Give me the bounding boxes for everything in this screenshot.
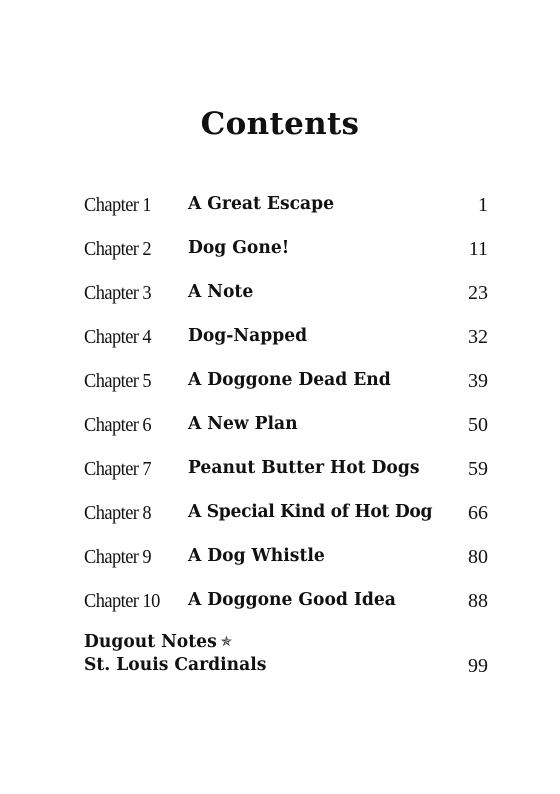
page-number: 80 — [468, 546, 488, 568]
page-number: 11 — [468, 238, 488, 260]
page-title: Contents — [200, 106, 360, 142]
page-number: 32 — [468, 326, 488, 348]
chapter-title: A Doggone Good Idea — [188, 590, 396, 610]
page-number: 23 — [468, 282, 488, 304]
chapter-label: Chapter 3 — [84, 282, 152, 304]
chapter-title: A Great Escape — [188, 194, 335, 214]
table-of-contents — [84, 194, 488, 634]
chapter-label: Chapter 2 — [84, 238, 152, 260]
dugout-notes-line — [84, 632, 232, 652]
dugout-notes-title: Dugout Notes — [84, 632, 217, 652]
chapter-label: Chapter 7 — [84, 458, 152, 480]
toc-row[interactable] — [84, 590, 488, 634]
page-number: 50 — [468, 414, 488, 436]
page-number: 88 — [468, 590, 488, 612]
toc-row[interactable] — [84, 546, 488, 590]
dugout-notes-subtitle: St. Louis Cardinals — [84, 655, 267, 675]
chapter-label: Chapter 4 — [84, 326, 152, 348]
page-number: 66 — [468, 502, 488, 524]
chapter-title: A Note — [188, 282, 254, 302]
page-number: 99 — [468, 655, 488, 677]
chapter-title: Dog Gone! — [188, 238, 290, 258]
toc-row[interactable] — [84, 282, 488, 326]
toc-row[interactable] — [84, 370, 488, 414]
chapter-label: Chapter 1 — [84, 194, 152, 216]
page-number: 39 — [468, 370, 488, 392]
chapter-label: Chapter 5 — [84, 370, 152, 392]
chapter-title: A New Plan — [188, 414, 298, 434]
toc-row[interactable] — [84, 194, 488, 238]
page-number: 59 — [468, 458, 488, 480]
chapter-title: A Dog Whistle — [188, 546, 325, 566]
chapter-label: Chapter 8 — [84, 502, 152, 524]
chapter-title: A Special Kind of Hot Dog — [188, 502, 433, 522]
chapter-label: Chapter 10 — [84, 590, 160, 612]
toc-row[interactable] — [84, 326, 488, 370]
chapter-title: Peanut Butter Hot Dogs — [188, 458, 420, 478]
chapter-label: Chapter 9 — [84, 546, 152, 568]
chapter-label: Chapter 6 — [84, 414, 152, 436]
chapter-title: Dog-Napped — [188, 326, 308, 346]
toc-row[interactable] — [84, 238, 488, 282]
toc-row[interactable] — [84, 458, 488, 502]
toc-row[interactable] — [84, 502, 488, 546]
toc-row[interactable] — [84, 414, 488, 458]
chapter-title: A Doggone Dead End — [188, 370, 391, 390]
page-number: 1 — [478, 194, 488, 216]
star-icon: ✯ — [220, 634, 233, 650]
dugout-notes-entry[interactable] — [84, 632, 488, 692]
